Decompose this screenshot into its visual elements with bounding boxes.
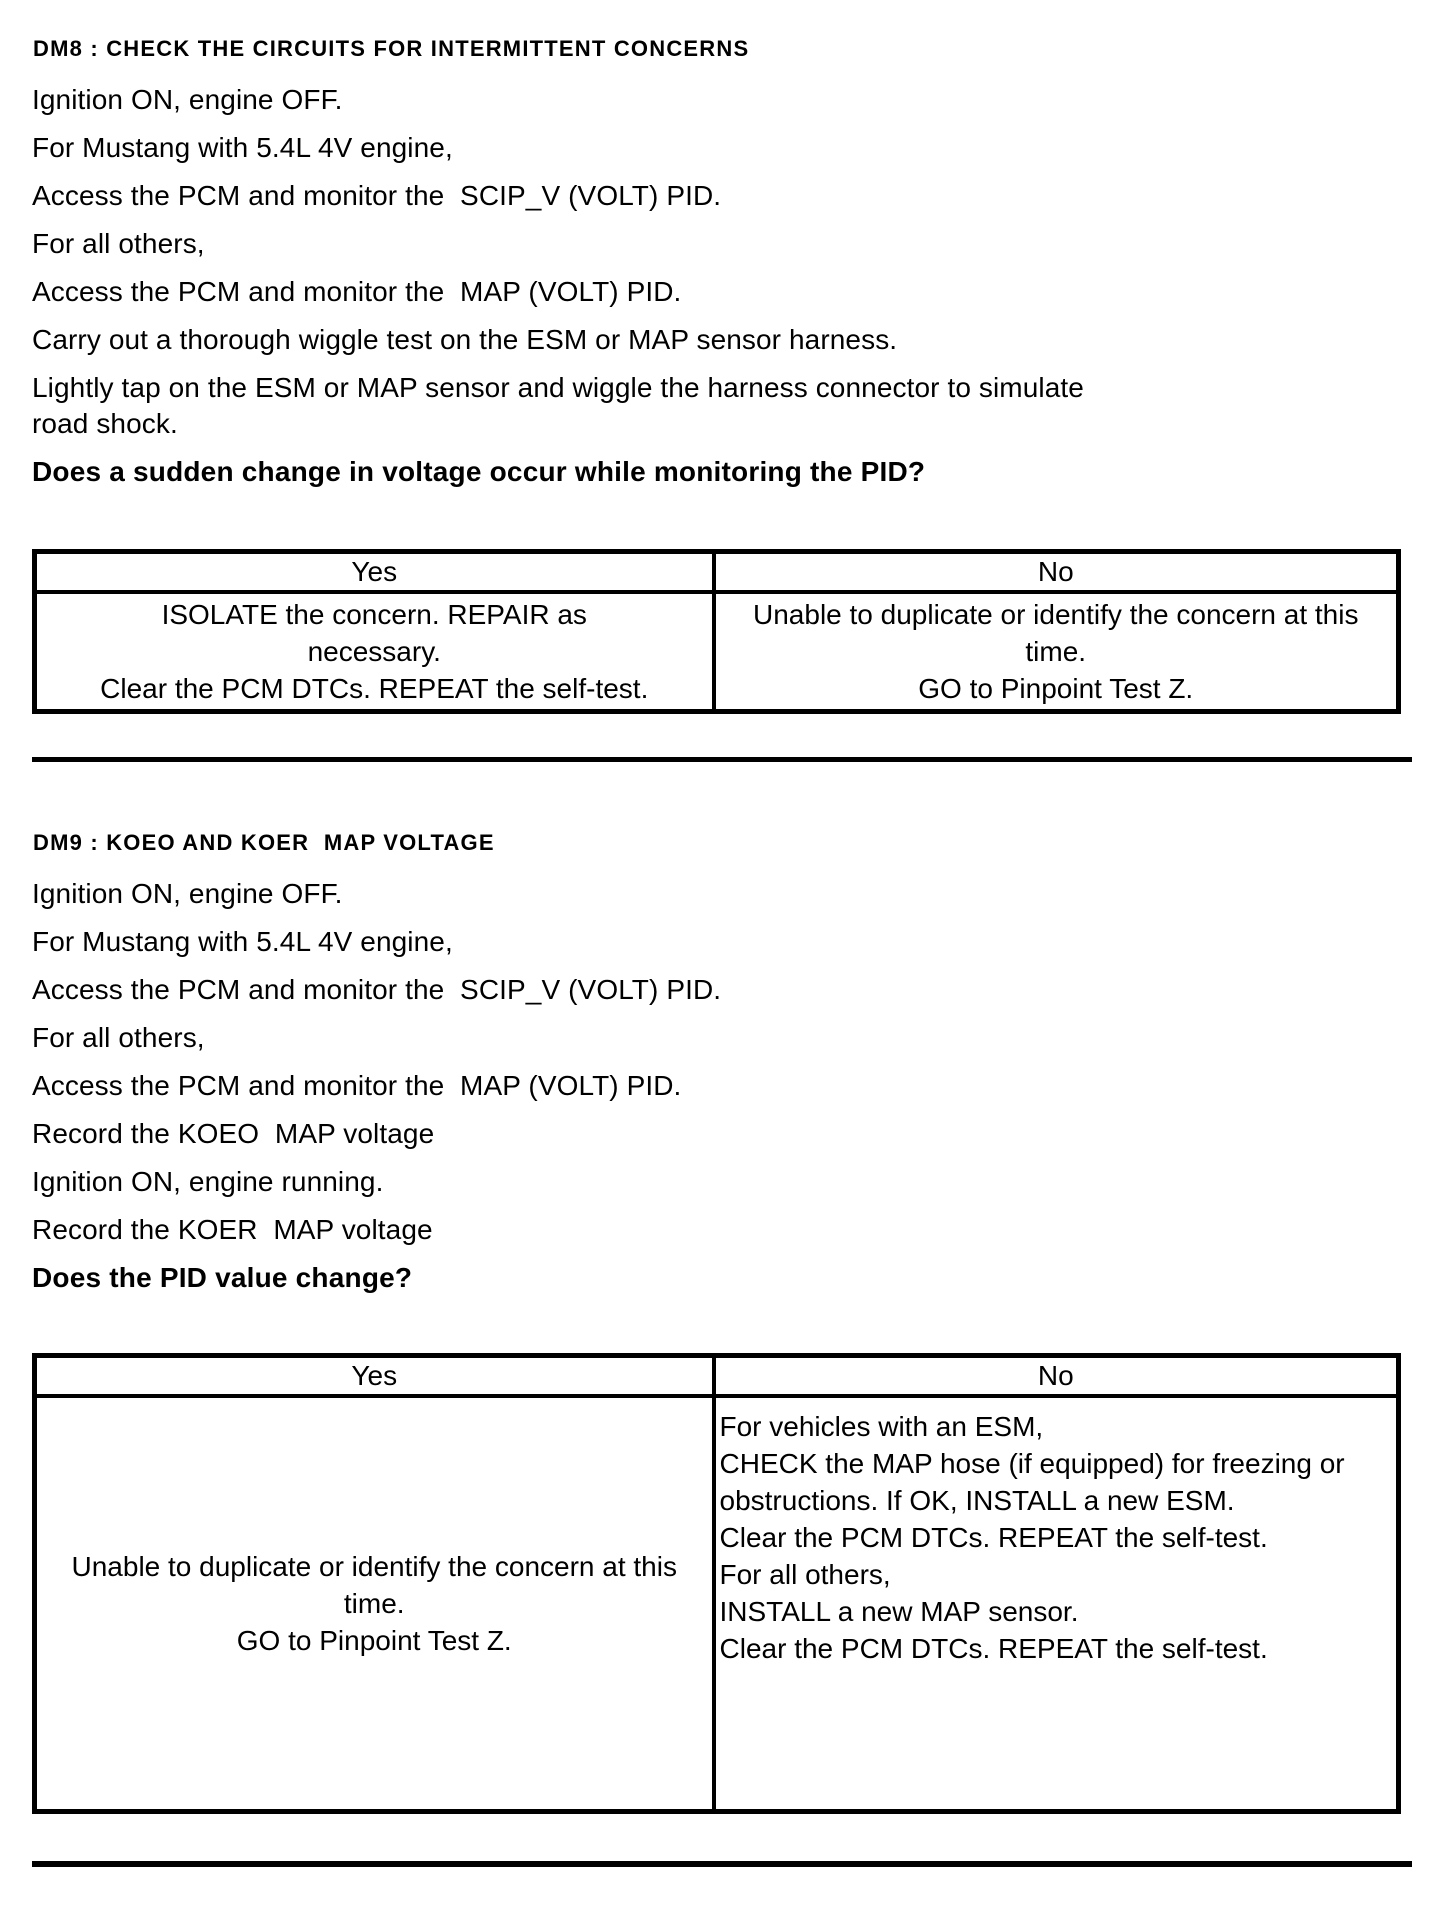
no-cell [714, 1396, 1399, 1812]
instruction-line: For all others, [32, 228, 205, 259]
instruction-line: For Mustang with 5.4L 4V engine, [32, 926, 453, 957]
decision-question: Does the PID value change? [32, 1262, 413, 1293]
instruction-list [32, 876, 1412, 1308]
decision-table [32, 1353, 1401, 1814]
cell-line: ISOLATE the concern. REPAIR as necessary. [161, 599, 595, 667]
instruction-line: Ignition ON, engine OFF. [32, 84, 343, 115]
instruction-line: For all others, [32, 1022, 205, 1053]
instruction-line: Ignition ON, engine OFF. [32, 878, 343, 909]
table-header-row [35, 552, 1399, 593]
decision-question: Does a sudden change in voltage occur while monitoring the PID? [32, 456, 926, 487]
instruction-line: For Mustang with 5.4L 4V engine, [32, 132, 453, 163]
yes-cell [35, 1396, 714, 1812]
cell-line: GO to Pinpoint Test Z. [236, 1625, 512, 1656]
section-divider [32, 1861, 1412, 1867]
instruction-line: Record the KOEO MAP voltage [32, 1118, 435, 1149]
cell-line: For vehicles with an ESM, [719, 1411, 1044, 1442]
cell-line: Clear the PCM DTCs. REPEAT the self-test. [719, 1522, 1268, 1553]
cell-line: For all others, [719, 1559, 891, 1590]
section-heading: DM8 : CHECK THE CIRCUITS FOR INTERMITTENT CONCERNS [33, 36, 750, 61]
section-heading: DM9 : KOEO AND KOER MAP VOLTAGE [33, 830, 495, 855]
cell-line: CHECK the MAP hose (if equipped) for freezing or obstructions. If OK, INSTALL a new ESM. [719, 1448, 1353, 1516]
cell-line: GO to Pinpoint Test Z. [918, 673, 1194, 704]
yes-cell [35, 592, 714, 712]
instruction-line: Access the PCM and monitor the SCIP_V (VOLT) PID. [32, 180, 722, 211]
instruction-list [32, 82, 1412, 502]
cell-line: Unable to duplicate or identify the concern at this time. [71, 1551, 685, 1619]
instruction-line: Ignition ON, engine running. [32, 1166, 384, 1197]
instruction-line: Access the PCM and monitor the MAP (VOLT) PID. [32, 276, 682, 307]
table-row [35, 1396, 1399, 1812]
table-header-row [35, 1356, 1399, 1397]
instruction-line: Carry out a thorough wiggle test on the ESM or MAP sensor harness. [32, 324, 898, 355]
instruction-line: Record the KOER MAP voltage [32, 1214, 433, 1245]
cell-line: Unable to duplicate or identify the concern at this time. [753, 599, 1367, 667]
header-no: No [714, 1356, 1399, 1397]
header-yes: Yes [35, 552, 714, 593]
cell-line: Clear the PCM DTCs. REPEAT the self-test. [719, 1633, 1268, 1664]
header-yes: Yes [35, 1356, 714, 1397]
instruction-line: Access the PCM and monitor the SCIP_V (VOLT) PID. [32, 974, 722, 1005]
cell-line: Clear the PCM DTCs. REPEAT the self-test. [100, 673, 649, 704]
decision-table [32, 549, 1401, 714]
table-row [35, 592, 1399, 712]
cell-line: INSTALL a new MAP sensor. [719, 1596, 1079, 1627]
no-cell [714, 592, 1399, 712]
instruction-line: Access the PCM and monitor the MAP (VOLT) PID. [32, 1070, 682, 1101]
header-no: No [714, 552, 1399, 593]
section-divider [32, 757, 1412, 762]
instruction-line: Lightly tap on the ESM or MAP sensor and wiggle the harness connector to simulate road shock. [32, 372, 1092, 439]
